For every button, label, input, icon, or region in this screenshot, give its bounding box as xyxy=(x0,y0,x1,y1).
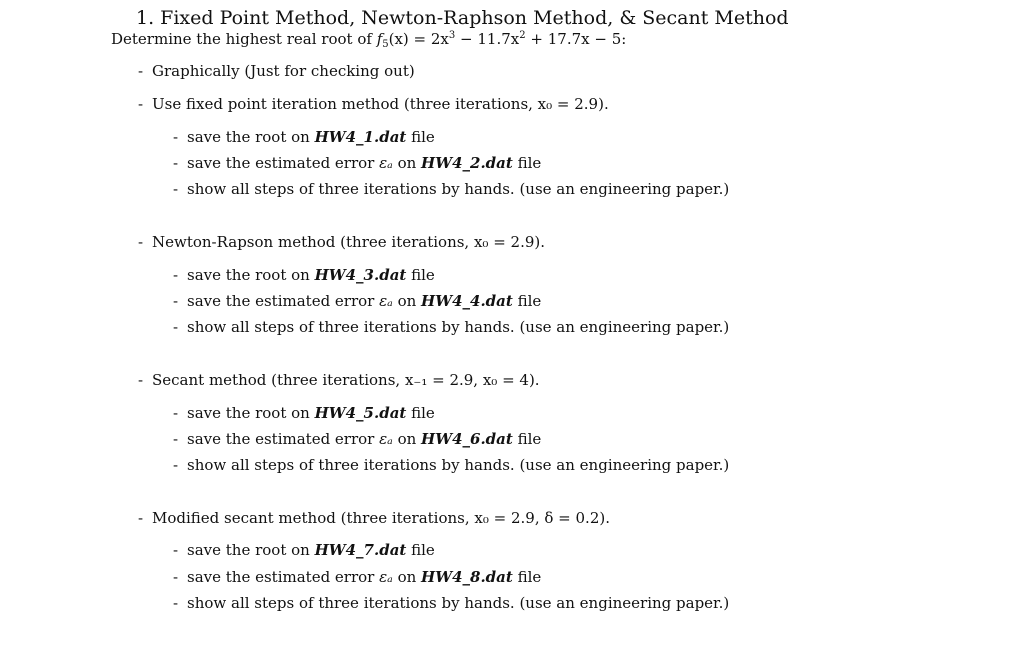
heading-text: Modified secant method (three iterations, xyxy=(152,509,475,527)
error-file-item: - save the estimated error εₐ on HW4_8.dat file xyxy=(173,568,542,586)
root-text: save the root on xyxy=(187,404,315,422)
error-symbol: εₐ xyxy=(379,292,393,310)
heading-params: x₀ = 2.9). xyxy=(473,233,546,251)
root-file-item: - save the root on HW4_3.dat file xyxy=(173,266,435,284)
error-suffix: file xyxy=(512,292,542,310)
root-file-item: - save the root on HW4_5.dat file xyxy=(173,404,435,422)
heading-params: x₀ = 2.9, δ = 0.2). xyxy=(474,509,610,527)
section-heading: - Secant method (three iterations, x₋₁ = 2.9, x₀ = 4). xyxy=(138,371,540,389)
steps-text: show all steps of three iterations by hands. (use an engineering paper.) xyxy=(187,318,730,336)
error-filename: HW4_4.dat xyxy=(421,292,513,310)
error-filename: HW4_6.dat xyxy=(421,430,513,448)
steps-text: show all steps of three iterations by hands. (use an engineering paper.) xyxy=(187,456,730,474)
function-tail: + 17.7x − 5: xyxy=(525,30,627,48)
error-on: on xyxy=(392,568,422,586)
error-symbol: εₐ xyxy=(379,430,393,448)
steps-item: - show all steps of three iterations by hands. (use an engineering paper.) xyxy=(173,456,730,474)
error-symbol: εₐ xyxy=(379,154,393,172)
heading-text: Secant method (three iterations, xyxy=(152,371,405,389)
error-symbol: εₐ xyxy=(379,568,393,586)
function-index: 5 xyxy=(382,39,389,50)
root-filename: HW4_1.dat xyxy=(314,128,407,146)
root-text: save the root on xyxy=(187,541,315,559)
error-file-item: - save the estimated error εₐ on HW4_4.dat file xyxy=(173,292,542,310)
root-filename: HW4_7.dat xyxy=(314,541,407,559)
error-on: on xyxy=(392,430,422,448)
graphical-text: Graphically (Just for checking out) xyxy=(152,62,415,80)
page-title: 1. Fixed Point Method, Newton-Raphson Method, & Secant Method xyxy=(136,7,789,29)
function-name: f xyxy=(376,30,383,48)
root-filename: HW4_3.dat xyxy=(314,266,407,284)
error-suffix: file xyxy=(512,568,542,586)
root-file-item: - save the root on HW4_7.dat file xyxy=(173,541,435,559)
root-filename: HW4_5.dat xyxy=(314,404,407,422)
root-text: save the root on xyxy=(187,266,315,284)
error-suffix: file xyxy=(512,154,542,172)
error-suffix: file xyxy=(512,430,542,448)
problem-statement xyxy=(111,30,626,50)
steps-item: - show all steps of three iterations by hands. (use an engineering paper.) xyxy=(173,318,730,336)
root-suffix: file xyxy=(406,128,435,146)
function-arg: (x) = 2x xyxy=(388,30,449,48)
function-middle: − 11.7x xyxy=(455,30,520,48)
root-suffix: file xyxy=(406,266,435,284)
error-file-item: - save the estimated error εₐ on HW4_2.dat file xyxy=(173,154,542,172)
error-on: on xyxy=(392,292,422,310)
steps-text: show all steps of three iterations by hands. (use an engineering paper.) xyxy=(187,180,730,198)
root-suffix: file xyxy=(406,404,435,422)
steps-text: show all steps of three iterations by hands. (use an engineering paper.) xyxy=(187,594,730,612)
error-filename: HW4_8.dat xyxy=(421,568,513,586)
exponent-square: 2 xyxy=(519,30,526,41)
section-heading: - Modified secant method (three iterations, x₀ = 2.9, δ = 0.2). xyxy=(138,509,610,527)
heading-params: x₀ = 2.9). xyxy=(537,95,609,113)
problem-text: Determine the highest real root of xyxy=(111,30,372,48)
section-heading: - Use fixed point iteration method (three iterations, x₀ = 2.9). xyxy=(138,95,609,113)
list-item-graphical: - Graphically (Just for checking out) xyxy=(138,62,415,80)
heading-text: Use fixed point iteration method (three iterations, xyxy=(152,95,538,113)
root-text: save the root on xyxy=(187,128,315,146)
exponent-cubic: 3 xyxy=(448,30,456,41)
steps-item: - show all steps of three iterations by hands. (use an engineering paper.) xyxy=(173,180,730,198)
error-filename: HW4_2.dat xyxy=(421,154,513,172)
error-text: save the estimated error xyxy=(187,154,380,172)
heading-params: x₋₁ = 2.9, x₀ = 4). xyxy=(404,371,540,389)
error-text: save the estimated error xyxy=(187,568,380,586)
error-file-item: - save the estimated error εₐ on HW4_6.dat file xyxy=(173,430,542,448)
error-text: save the estimated error xyxy=(187,292,380,310)
root-suffix: file xyxy=(406,541,435,559)
heading-text: Newton-Rapson method (three iterations, xyxy=(152,233,474,251)
error-text: save the estimated error xyxy=(187,430,380,448)
steps-item: - show all steps of three iterations by hands. (use an engineering paper.) xyxy=(173,594,730,612)
error-on: on xyxy=(392,154,422,172)
section-heading: - Newton-Rapson method (three iterations, x₀ = 2.9). xyxy=(138,233,546,251)
root-file-item: - save the root on HW4_1.dat file xyxy=(173,128,435,146)
